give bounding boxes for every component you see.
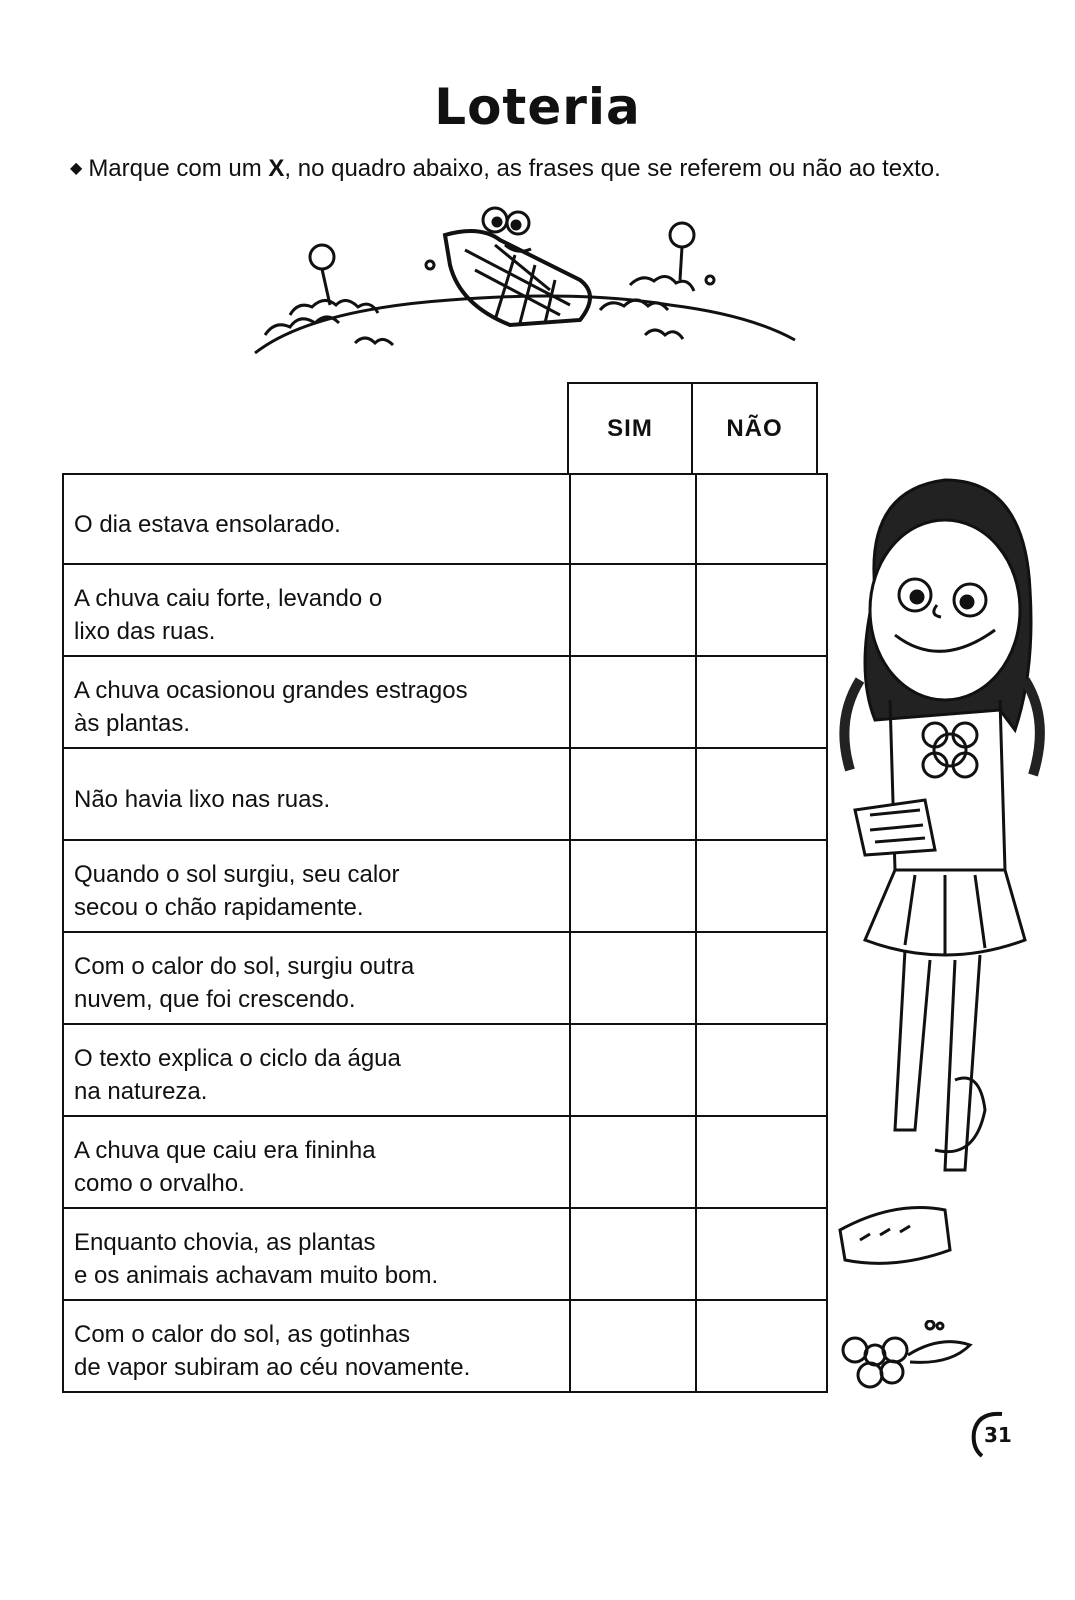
statement-text: Com o calor do sol, surgiu outra nuvem, que foi crescendo. <box>64 933 571 1023</box>
diamond-bullet-icon: ◆ <box>70 160 83 177</box>
table-row <box>62 473 828 565</box>
statement-text: O texto explica o ciclo da água na natureza. <box>64 1025 571 1115</box>
page-number <box>968 1408 1020 1460</box>
nao-checkbox-cell[interactable] <box>697 565 826 655</box>
nao-checkbox-cell[interactable] <box>697 1301 826 1391</box>
sim-checkbox-cell[interactable] <box>571 657 697 747</box>
sim-checkbox-cell[interactable] <box>571 1025 697 1115</box>
nao-checkbox-cell[interactable] <box>697 657 826 747</box>
instruction-emphasis: X <box>268 155 285 182</box>
table-row <box>62 1025 828 1117</box>
nao-checkbox-cell[interactable] <box>697 841 826 931</box>
header-nao: NÃO <box>691 382 818 475</box>
sim-checkbox-cell[interactable] <box>571 1117 697 1207</box>
statement-text: Enquanto chovia, as plantas e os animais achavam muito bom. <box>64 1209 571 1299</box>
table-row <box>62 1117 828 1209</box>
table-row <box>62 749 828 841</box>
nao-checkbox-cell[interactable] <box>697 1117 826 1207</box>
answer-table <box>62 473 828 1393</box>
sim-checkbox-cell[interactable] <box>571 841 697 931</box>
sim-checkbox-cell[interactable] <box>571 749 697 839</box>
lottery-ticket-character-icon <box>250 185 810 365</box>
sim-checkbox-cell[interactable] <box>571 933 697 1023</box>
nao-checkbox-cell[interactable] <box>697 749 826 839</box>
table-row <box>62 841 828 933</box>
flower-icon <box>830 1320 980 1390</box>
instruction-before: Marque com um <box>88 155 269 182</box>
table-row <box>62 933 828 1025</box>
table-row <box>62 565 828 657</box>
nao-checkbox-cell[interactable] <box>697 1025 826 1115</box>
page-number-text: 31 <box>984 1423 1012 1447</box>
statement-text: Quando o sol surgiu, seu calor secou o chão rapidamente. <box>64 841 571 931</box>
statement-text: O dia estava ensolarado. <box>64 475 571 563</box>
nao-checkbox-cell[interactable] <box>697 475 826 563</box>
sim-checkbox-cell[interactable] <box>571 1301 697 1391</box>
nao-checkbox-cell[interactable] <box>697 1209 826 1299</box>
page-title: Loteria <box>434 78 641 136</box>
header-sim: SIM <box>567 382 693 475</box>
statement-text: A chuva que caiu era fininha como o orvalho. <box>64 1117 571 1207</box>
sim-checkbox-cell[interactable] <box>571 565 697 655</box>
sim-checkbox-cell[interactable] <box>571 1209 697 1299</box>
nao-checkbox-cell[interactable] <box>697 933 826 1023</box>
statement-text: A chuva caiu forte, levando o lixo das ruas. <box>64 565 571 655</box>
table-row <box>62 657 828 749</box>
table-row <box>62 1301 828 1393</box>
statement-text: Não havia lixo nas ruas. <box>64 749 571 839</box>
statement-text: Com o calor do sol, as gotinhas de vapor subiram ao céu novamente. <box>64 1301 571 1391</box>
instruction-text <box>70 155 941 183</box>
sim-checkbox-cell[interactable] <box>571 475 697 563</box>
statement-text: A chuva ocasionou grandes estragos às plantas. <box>64 657 571 747</box>
table-row <box>62 1209 828 1301</box>
instruction-after: , no quadro abaixo, as frases que se referem ou não ao texto. <box>284 155 941 182</box>
girl-reading-ticket-icon <box>835 470 1060 1300</box>
